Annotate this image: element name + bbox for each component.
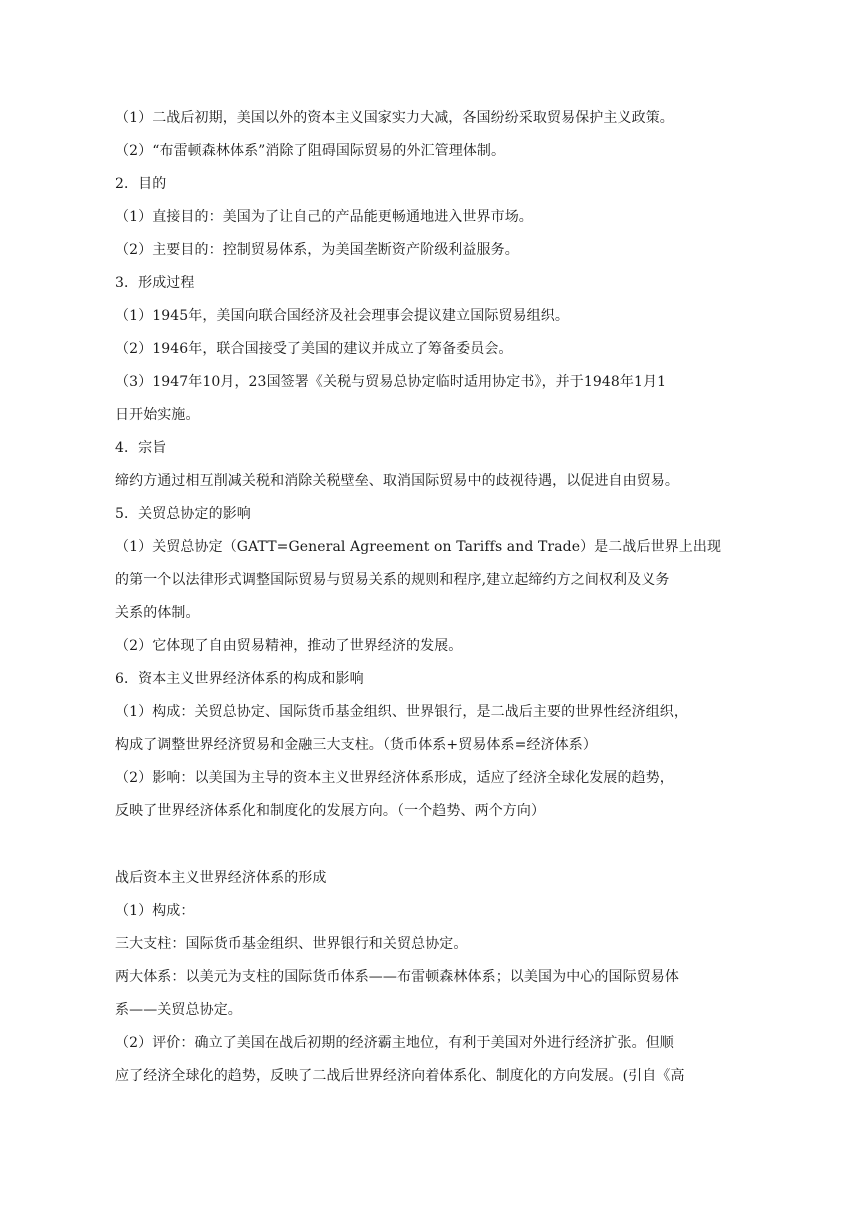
section-heading: 4．宗旨: [115, 440, 167, 456]
text-line: 应了经济全球化的趋势，反映了二战后世界经济向着体系化、制度化的方向发展。(引自《高: [115, 1068, 685, 1084]
text-line: （1）1945年，美国向联合国经济及社会理事会提议建立国际贸易组织。: [115, 308, 569, 324]
text-line: （1）直接目的：美国为了让自己的产品能更畅通地进入世界市场。: [115, 209, 533, 225]
text-line: 日开始实施。: [115, 407, 200, 423]
text-line: （1）构成：关贸总协定、国际货币基金组织、世界银行，是二战后主要的世界性经济组织，: [115, 704, 689, 720]
text-line: （2）它体现了自由贸易精神，推动了世界经济的发展。: [115, 638, 463, 654]
text-line: 的第一个以法律形式调整国际贸易与贸易关系的规则和程序,建立起缔约方之间权利及义务: [115, 572, 670, 588]
document-page: [115, 108, 745, 1099]
section-heading: 战后资本主义世界经济体系的形成: [115, 870, 327, 886]
text-line: 反映了世界经济体系化和制度化的发展方向。（一个趋势、两个方向）: [115, 803, 546, 819]
section-heading: 5．关贸总协定的影响: [115, 506, 251, 522]
text-line: （1）二战后初期，美国以外的资本主义国家实力大减，各国纷纷采取贸易保护主义政策。: [115, 110, 674, 126]
paragraph-gap: [115, 834, 745, 868]
text-line: 系——关贸总协定。: [115, 1002, 242, 1018]
text-line: 关系的体制。: [115, 605, 200, 621]
text-line: 两大体系：以美元为支柱的国际货币体系——布雷顿森林体系；以美国为中心的国际贸易体: [115, 969, 679, 985]
text-line: （2）影响：以美国为主导的资本主义世界经济体系形成，适应了经济全球化发展的趋势，: [115, 770, 674, 786]
section-heading: 2．目的: [115, 176, 167, 192]
text-line: （2）评价：确立了美国在战后初期的经济霸主地位，有利于美国对外进行经济扩张。但顺: [115, 1035, 674, 1051]
text-line: （1）关贸总协定（GATT=General Agreement on Tariffs and Trade）是二战后世界上出现: [115, 539, 722, 555]
text-line: （1）构成：: [115, 903, 195, 919]
text-line: （3）1947年10月，23国签署《关税与贸易总协定临时适用协定书》，并于1948年1月1: [115, 374, 667, 390]
text-line: （2）“布雷顿森林体系”消除了阻碍国际贸易的外汇管理体制。: [115, 143, 506, 159]
text-line: 构成了调整世界经济贸易和金融三大支柱。（货币体系+贸易体系=经济体系）: [115, 737, 597, 753]
section-heading: 6．资本主义世界经济体系的构成和影响: [115, 671, 364, 687]
section-heading: 3．形成过程: [115, 275, 195, 291]
text-line: 三大支柱：国际货币基金组织、世界银行和关贸总协定。: [115, 936, 468, 952]
text-line: （2）1946年，联合国接受了美国的建议并成立了筹备委员会。: [115, 341, 513, 357]
text-line: 缔约方通过相互削减关税和消除关税壁垒、取消国际贸易中的歧视待遇，以促进自由贸易。: [115, 473, 679, 489]
text-line: （2）主要目的：控制贸易体系，为美国垄断资产阶级利益服务。: [115, 242, 519, 258]
